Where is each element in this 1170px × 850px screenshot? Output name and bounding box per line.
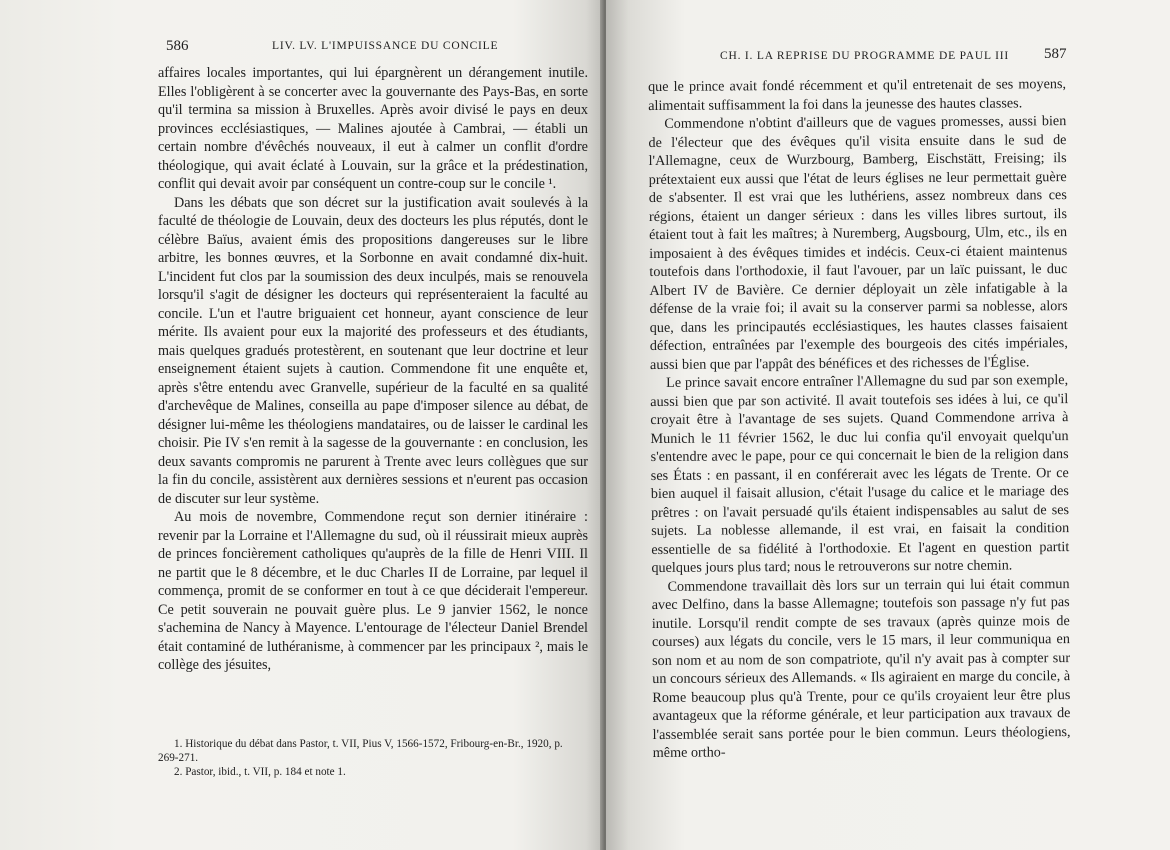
running-head: LIV. LV. L'IMPUISSANCE DU CONCILE [272,40,499,52]
paragraph: Au mois de novembre, Commendone reçut son dernier itinéraire : revenir par la Lorraine et l'Allemagne du sud, où il réussirait mieux auprès de princes foncièrement catholiques qu'auprès de la fille de Henri VIII. Il ne partit que le 8 décembre, et le duc Charles II de Lorraine, par lequel il commença, promit de se conformer en tout à ce que déciderait l'empereur. Ce petit souverain ne pouvait guère plus. Le 9 janvier 1562, le nonce s'achemina de Nancy à Mayence. L'entourage de l'électeur Daniel Brendel était contaminé de luthéranisme, à commencer par les principaux ², mais le collège des jésuites, [158,509,588,673]
page-number: 586 [166,38,189,54]
paragraph: que le prince avait fondé récemment et qu'il entretenait de ses moyens, alimentait suffisamment la foi dans la jeunesse des hautes classes. [648,76,1067,114]
paragraph: Le prince savait encore entraîner l'Allemagne du sud par son exemple, aussi bien que par son activité. Il avait toutefois ses idées à lui, ce qu'il croyait être à l'avantage de ses sujets. Quand Commendone arriva à Munich le 11 février 1562, le duc lui confia qu'il envoyait quelqu'un s'entendre avec le pape, pour ce qui concernait le bien de la religion dans ses États : en passant, il en conférerait avec les légats de Trente. Or ce bien auquel il faisait allusion, c'était l'usage du calice et le mariage des prêtres : on l'avait persuadé qu'ils étaient indispensables au salut de ses sujets. La noblesse allemande, il est vrai, en faisait la condition essentielle de sa fidélité à l'orthodoxie. Et l'agent en question partit quelques jours plus tard; nous le retrouverons sur notre chemin. [650,372,1070,576]
body-text [158,64,588,675]
footnotes [158,737,586,779]
right-page [606,0,1170,850]
footnote: 2. Pastor, ibid., t. VII, p. 184 et note 1. [174,766,346,778]
running-head: CH. I. LA REPRISE DU PROGRAMME DE PAUL III [720,50,1009,62]
page-number: 587 [1044,46,1067,62]
paragraph: Commendone n'obtint d'ailleurs que de vagues promesses, aussi bien de l'électeur que des évêques qu'il visita ensuite dans le sud de l'Allemagne, ceux de Wurzbourg, Bamberg, Eischstätt, Freising; ils prétextaient eux aussi que l'état de leurs églises ne leur permettait guère de s'absenter. Il est vrai que les luthériens, assez nombreux dans ces régions, étaient un danger sérieux : dans les villes libres surtout, ils étaient tout à fait les maîtres; à Nuremberg, Augsbourg, Ulm, etc., ils en imposaient à des évêques timides et indécis. Ceux-ci étaient maintenus toutefois dans l'orthodoxie, il faut l'avouer, par un laïc puissant, le duc Albert IV de Bavière. Ce dernier déployait un zèle infatigable à la défense de la vraie foi; il avait su la conserver parmi sa noblesse, alors que, dans les principautés ecclésiastiques, les hautes classes faisaient défection, entraînées par l'exemple des bourgeois des cités impériales, aussi bien que par l'appât des bénéfices et des richesses de l'Église. [648,113,1068,373]
paragraph: affaires locales importantes, qui lui épargnèrent un dérangement inutile. Elles l'obligèrent à se concerter avec la gouvernante des Pays-Bas, en sorte qu'il termina sa mission à Bruxelles. Après avoir divisé le pays en deux provinces ecclésiastiques, — Malines ajoutée à Cambrai, — établi un certain nombre d'évêchés nouveaux, il eut à calmer un conflit d'ordre théologique, qui avait éclaté à Louvain, sur la grâce et la prédestination, conflit qui devait avoir par conséquent un contre-coup sur le concile ¹. [158,65,588,192]
paragraph: Commendone travaillait dès lors sur un terrain qui lui était commun avec Delfino, dans la basse Allemagne; toutefois son passage n'y fut pas inutile. Lorsqu'il rendit compte de ses travaux (après quinze mois de courses) aux légats du concile, vers le 15 mars, il leur communiqua en son nom et au nom de son compatriote, qu'il n'y avait pas à compter sur un concours sérieux des Allemands. « Ils agiraient en marge du concile, à Rome beaucoup plus qu'à Trente, pour ce qu'ils croyaient leur être plus avantageux que la réforme générale, et leur participation aux travaux de l'assemblée serait sans portée pour le bien commun. Leurs théologiens, même ortho- [651,575,1071,761]
body-text [648,75,1071,762]
paragraph: Dans les débats que son décret sur la justification avait soulevés à la faculté de théologie de Louvain, deux des docteurs les plus réputés, dont le célèbre Baïus, avaient émis des propositions dangereuses sur le libre arbitre, les bonnes œuvres, et la Sorbonne en avait condamné dix-huit. L'incident fut clos par la soumission des deux inculpés, mais se renouvela lorsqu'il s'agit de désigner les docteurs qui représenteraient la faculté au concile. L'un et l'autre briguaient cet honneur, ayant conscience de leur mérite. Ils avaient pour eux la majorité des professeurs et des étudiants, mais quelques gradués protestèrent, en soutenant que leur doctrine et leur enseignement étaient sujets à caution. Commendone fit une enquête et, après s'être entendu avec Granvelle, supérieur de la faculté en sa qualité d'archevêque de Malines, conseilla au pape d'imposer silence au débat, de désigner lui-même les théologiens mandataires, ou de laisser le cardinal les choisir. Pie IV s'en remit à la sagesse de la gouvernante : en conclusion, les deux savants compromis ne parurent à Trente avec leurs collègues que sur la fin du concile, assistèrent aux dernières sessions et n'eurent pas occasion de discuter sur leur système. [158,194,588,507]
footnote: 1. Historique du débat dans Pastor, t. VII, Pius V, 1566-1572, Fribourg-en-Br., 1920, p. 269-271. [158,738,563,764]
